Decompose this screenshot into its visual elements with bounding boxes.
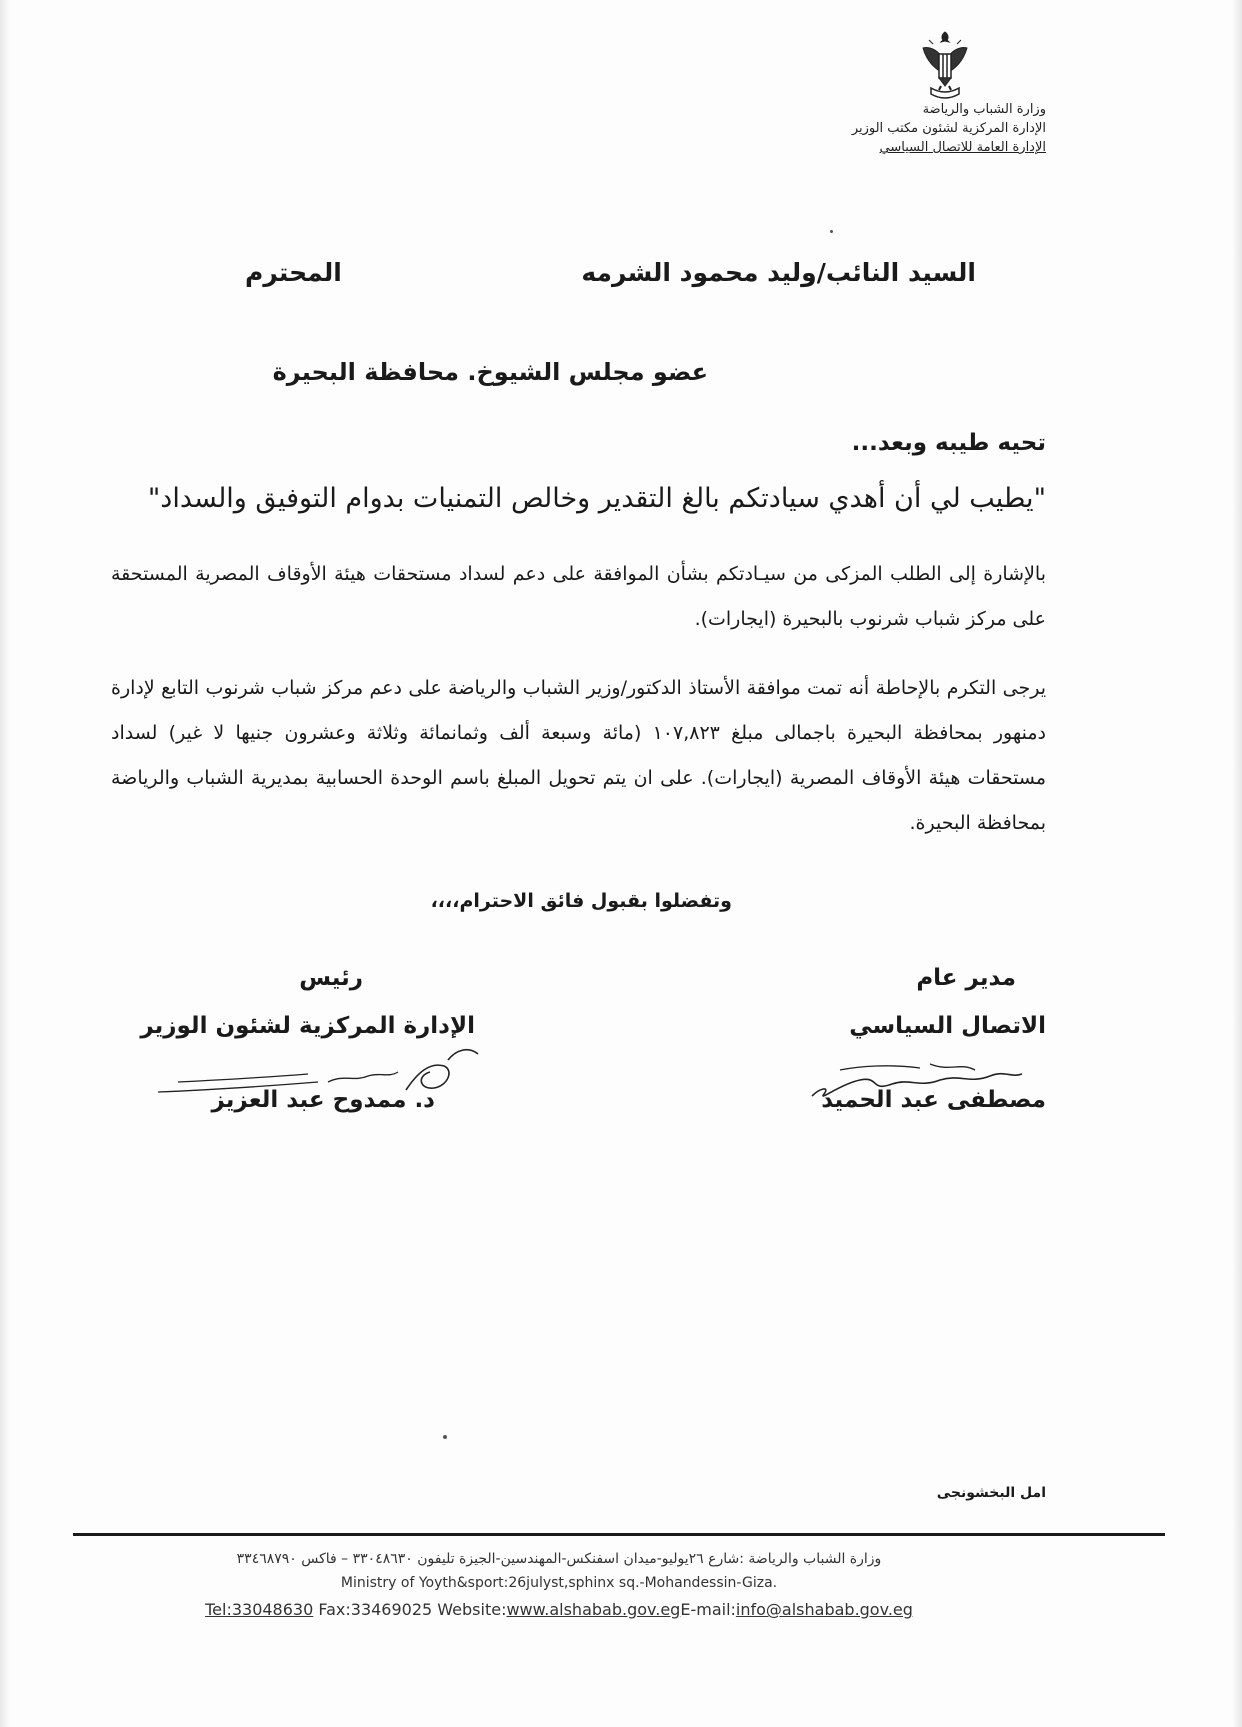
addressee-name: السيد النائب/وليد محمود الشرمه: [581, 258, 976, 287]
footer-contacts: [0, 1596, 1165, 1624]
scan-shadow-left: [0, 0, 10, 1727]
closing-line: وتفضلوا بقبول فائق الاحترام،،،،: [430, 890, 732, 912]
letterhead: [746, 100, 1046, 157]
greeting: تحيه طيبه وبعد...: [851, 430, 1046, 456]
letterhead-sub-department: الإدارة العامة للاتصال السياسي: [879, 140, 1046, 155]
egypt-eagle-emblem-icon: [915, 28, 975, 108]
scan-speck: [830, 230, 833, 233]
footer-tel: Tel:33048630: [205, 1600, 314, 1619]
scan-speck: [443, 1435, 447, 1439]
footer-website-label: Website:: [437, 1600, 507, 1619]
footer-arabic-address: وزارة الشباب والرياضة :شارع ٢٦يوليو-ميدان اسفنكس-المهندسين-الجيزة تليفون ٣٣٠٤٨٦٣٠ – فاكس ٣٣٤٦٨٧٩٠: [236, 1551, 882, 1567]
typist-initials: امل البخشونجى: [936, 1485, 1046, 1501]
footer-english-address: Ministry of Yoyth&sport:26julyst,sphinx sq.-Mohandessin-Giza.: [340, 1575, 778, 1591]
signature-name: مصطفى عبد الحميد: [821, 1087, 1046, 1113]
body-paragraph-2: يرجى التكرم بالإحاطة أنه تمت موافقة الأستاذ الدكتور/وزير الشباب والرياضة على دعم مركز شباب شرنوب التابع لإدارة دمنهور بمحافظة البحيرة باجمالى مبلغ ١٠٧,٨٢٣ (مائة وسبعة ألف وثمانمائة وثلاثة وعشرون جنيها لا غير) لسداد مستحقات هيئة الأوقاف المصرية (ايجارات). على ان يتم تحويل المبلغ باسم الوحدة الحسابية بمديرية الشباب والرياضة بمحافظة البحيرة.: [111, 677, 1046, 834]
letterhead-ministry: وزارة الشباب والرياضة: [922, 102, 1046, 117]
footer-divider: [73, 1533, 1165, 1536]
footer-email-link[interactable]: info@alshabab.gov.eg: [735, 1600, 913, 1619]
signature-name: د. ممدوح عبد العزيز: [211, 1087, 435, 1113]
signature-title: مدير عام: [916, 965, 1016, 991]
opening-quote: "يطيب لي أن أهدي سيادتكم بالغ التقدير وخالص التمنيات بدوام التوفيق والسداد": [147, 483, 1046, 514]
signature-department: الإدارة المركزية لشئون الوزير: [140, 1013, 475, 1039]
footer: [73, 1548, 1165, 1624]
addressee-honorific: المحترم: [245, 258, 342, 287]
scan-shadow-right: [1232, 0, 1242, 1727]
body-paragraph-1: بالإشارة إلى الطلب المزكى من سيـادتكم بشأن الموافقة على دعم لسداد مستحقات هيئة الأوقاف المصرية المستحقة على مركز شباب شرنوب بالبحيرة (ايجارات).: [111, 563, 1046, 630]
footer-email-label: E-mail:: [680, 1600, 736, 1619]
letterhead-department: الإدارة المركزية لشئون مكتب الوزير: [851, 121, 1046, 136]
handwritten-signature-head: [148, 1032, 493, 1107]
footer-website-link[interactable]: www.alshabab.gov.eg: [506, 1600, 681, 1619]
handwritten-signature-director: [800, 1058, 1030, 1108]
signature-department: الاتصال السياسي: [849, 1013, 1046, 1039]
footer-fax: Fax:33469025: [318, 1600, 433, 1619]
addressee-position: عضو مجلس الشيوخ. محافظة البحيرة: [272, 358, 708, 386]
signature-title: رئيس: [299, 965, 363, 991]
